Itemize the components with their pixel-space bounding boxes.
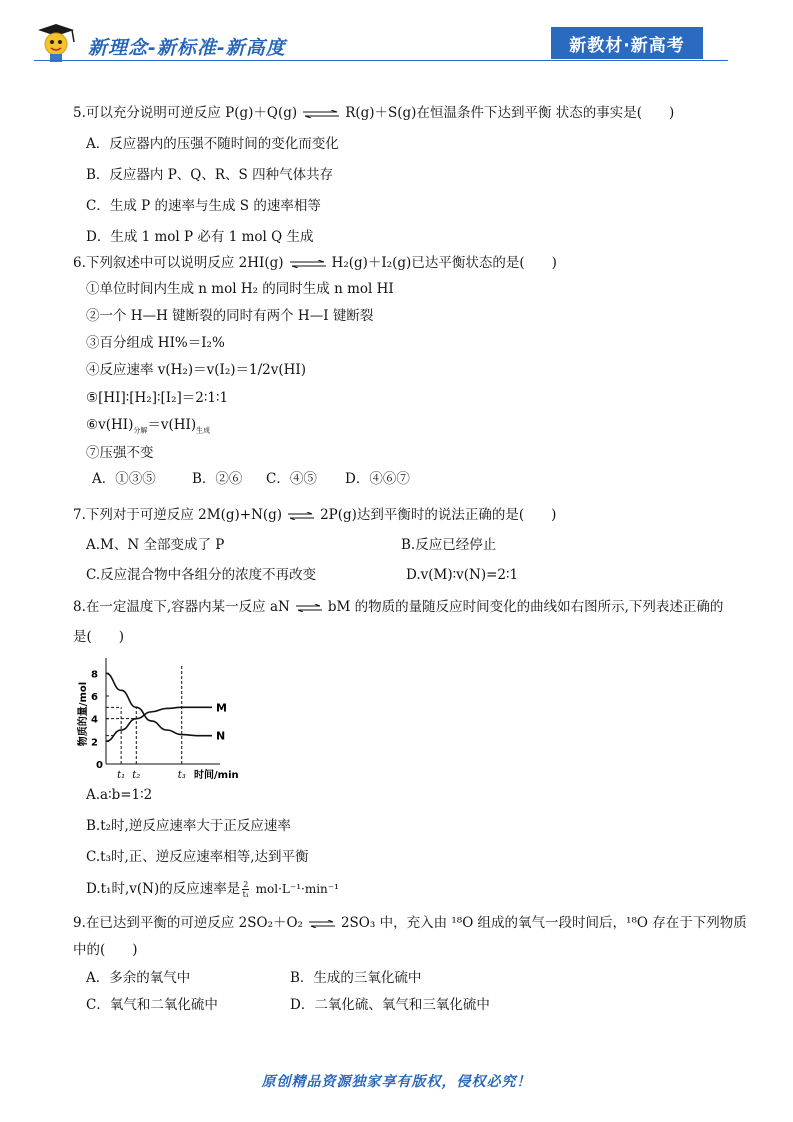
q7-option-b: B.反应已经停止 [401, 537, 497, 553]
q7-stem-part2: 2P(g)达到平衡时的说法正确的是( ) [320, 507, 557, 523]
q8-option-d-unit: mol·L⁻¹·min⁻¹ [255, 882, 339, 896]
q9-stem-line2: 中的( ) [73, 942, 138, 958]
q8-option-d [86, 880, 339, 899]
q6-item-3: ③百分组成 HI%＝I₂% [86, 335, 225, 351]
q5-stem-part2: R(g)＋S(g)在恒温条件下达到平衡 状态的事实是( ) [345, 105, 675, 121]
reversible-arrow-icon [290, 260, 326, 268]
q5-stem-part1: 5.可以充分说明可逆反应 P(g)＋Q(g) [73, 105, 298, 121]
q6-option-b: B．②⑥ [192, 471, 243, 487]
q6-stem [73, 254, 557, 272]
y-tick-label: 2 [91, 737, 98, 749]
q8-stem-line2: 是( ) [73, 629, 125, 645]
header-divider [34, 60, 728, 61]
q8-stem-part1: 8.在一定温度下,容器内某一反应 aN [73, 599, 290, 615]
q8-option-d-fraction [242, 880, 249, 899]
q6-option-d: D．④⑥⑦ [345, 471, 410, 487]
q7-stem [73, 506, 556, 524]
q7-option-c: C.反应混合物中各组分的浓度不再改变 [86, 567, 317, 583]
x-axis-label: 时间/min [194, 770, 239, 781]
q6-item-4: ④反应速率 v(H₂)＝v(I₂)＝1/2v(HI) [86, 362, 307, 378]
q9-stem-part2: 2SO₃ 中，充入由 ¹⁸O 组成的氧气一段时间后，¹⁸O 存在于下列物质 [340, 915, 747, 931]
q6-item-6-sub1: 分解 [133, 426, 148, 435]
q6-stem-part2: H₂(g)＋I₂(g)已达平衡状态的是( ) [331, 255, 557, 271]
q6-option-a: A．①③⑤ [92, 471, 156, 487]
q9-stem [73, 914, 747, 932]
origin-label: 0 [96, 760, 103, 771]
q8-option-b: B.t₂时,逆反应速率大于正反应速率 [86, 818, 291, 834]
q5-option-c: C．生成 P 的速率与生成 S 的速率相等 [86, 198, 321, 214]
q8-option-a: A.a∶b=1∶2 [86, 787, 153, 803]
header-badge: 新教材·新高考 [551, 27, 703, 59]
q9-stem-part1: 9.在已达到平衡的可逆反应 2SO₂＋O₂ [73, 915, 303, 931]
q6-item-6-b: ＝v(HI) [147, 417, 197, 433]
fraction-numerator: 2 [243, 880, 249, 889]
q8-chart [72, 652, 252, 782]
q7-option-d: D.v(M)∶v(N)=2∶1 [406, 567, 519, 583]
q6-item-6-a: ⑥v(HI) [86, 417, 134, 433]
mascot-logo-icon [34, 22, 88, 68]
q6-stem-part1: 6.下列叙述中可以说明反应 2HI(g) [73, 255, 284, 271]
q5-option-d: D．生成 1 mol P 必有 1 mol Q 生成 [86, 229, 314, 245]
y-tick-label: 6 [91, 692, 98, 703]
series-line-N [106, 673, 212, 735]
reversible-arrow-icon [309, 920, 335, 928]
y-tick-label: 8 [91, 669, 98, 681]
header-slogan: 新理念-新标准-新高度 [88, 37, 286, 59]
q6-item-1: ①单位时间内生成 n mol H₂ 的同时生成 n mol HI [86, 281, 394, 297]
reversible-arrow-icon [288, 512, 314, 520]
q8-option-d-text: D.t₁时,v(N)的反应速率是 [86, 881, 241, 897]
q5-option-a: A．反应器内的压强不随时间的变化而变化 [86, 136, 339, 152]
q9-option-b: B．生成的三氧化硫中 [290, 970, 422, 986]
q7-option-a: A.M、N 全部变成了 P [86, 537, 225, 553]
q9-option-c: C．氧气和二氧化硫中 [86, 997, 218, 1013]
q5-option-b: B．反应器内 P、Q、R、S 四种气体共存 [86, 167, 334, 183]
q6-option-c: C．④⑤ [266, 471, 317, 487]
y-axis-label: 物质的量/mol [78, 681, 89, 747]
x-tick-label: t₁ [117, 770, 126, 781]
q8-option-c: C.t₃时,正、逆反应速率相等,达到平衡 [86, 849, 309, 865]
footer-copyright: 原创精品资源独家享有版权，侵权必究！ [261, 1074, 532, 1090]
reversible-arrow-icon [303, 110, 339, 118]
fraction-denominator: t₁ [242, 890, 249, 899]
y-tick-label: 4 [91, 714, 98, 726]
q6-item-5: ⑤[HI]∶[H₂]∶[I₂]＝2∶1∶1 [86, 390, 229, 406]
q5-stem [73, 104, 674, 122]
q7-stem-part1: 7.下列对于可逆反应 2M(g)+N(g) [73, 507, 283, 523]
q6-item-2: ②一个 H—H 键断裂的同时有两个 H—I 键断裂 [86, 308, 374, 324]
x-tick-label: t₂ [132, 770, 141, 781]
x-tick-label: t₃ [177, 770, 186, 781]
q6-item-6-sub2: 生成 [196, 426, 211, 435]
series-label-M: M [216, 701, 227, 715]
q8-stem [73, 598, 723, 616]
q9-option-d: D．二氧化硫、氧气和三氧化硫中 [290, 997, 490, 1013]
q8-stem-part2: bM 的物质的量随反应时间变化的曲线如右图所示,下列表述正确的 [327, 599, 724, 615]
q9-option-a: A．多余的氧气中 [86, 970, 191, 986]
series-label-N: N [216, 729, 226, 743]
reversible-arrow-icon [296, 604, 322, 612]
q6-item-7: ⑦压强不变 [86, 445, 154, 461]
q6-item-6 [86, 416, 210, 434]
